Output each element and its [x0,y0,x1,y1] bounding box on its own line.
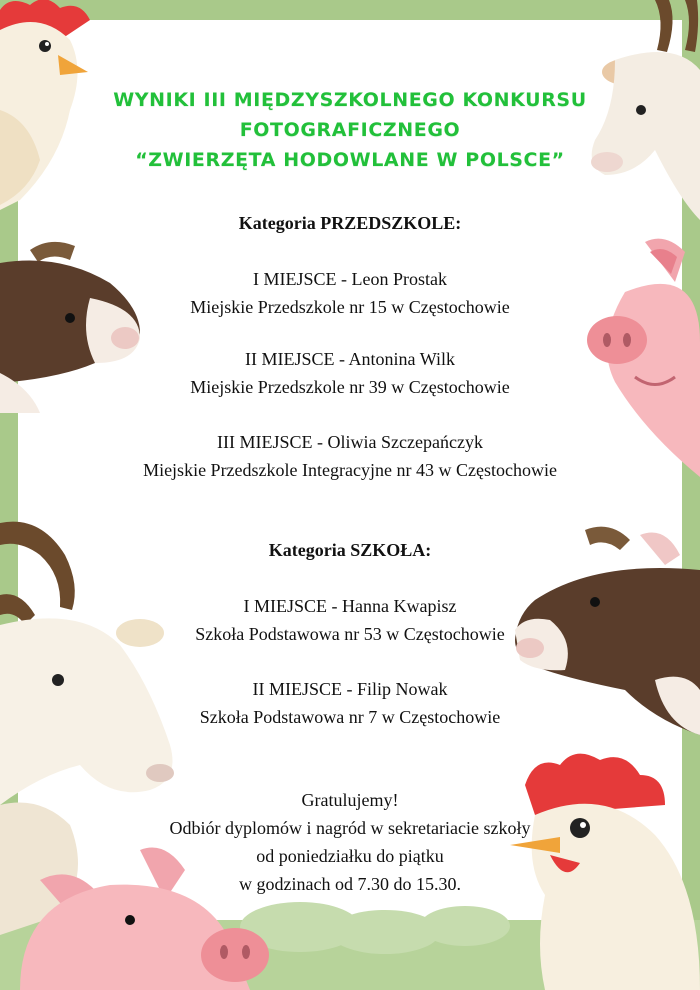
preschool-place-3 [80,428,620,484]
place-label: I MIEJSCE - Leon Prostak [253,269,447,289]
category-school-heading: Kategoria SZKOŁA: [268,540,432,560]
school-place-2 [80,675,620,731]
preschool-place-1 [80,265,620,321]
congratulations: Gratulujemy! [301,790,399,810]
title-line-1: WYNIKI III MIĘDZYSZKOLNEGO KONKURSU [113,89,587,111]
school-name: Miejskie Przedszkole Integracyjne nr 43 w Częstochowie [143,460,557,480]
preschool-place-2 [80,345,620,401]
school-name: Miejskie Przedszkole nr 15 w Częstochowie [190,297,510,317]
school-place-1 [80,592,620,648]
pickup-hours: w godzinach od 7.30 do 15.30. [239,874,461,894]
place-label: II MIEJSCE - Antonina Wilk [245,349,455,369]
school-name: Szkoła Podstawowa nr 53 w Częstochowie [195,624,505,644]
category-preschool-heading: Kategoria PRZEDSZKOLE: [238,213,462,233]
poster-title [60,85,640,175]
pickup-days: od poniedziałku do piątku [256,846,444,866]
place-label: I MIEJSCE - Hanna Kwapisz [243,596,457,616]
closing-note [80,786,620,898]
title-line-2: FOTOGRAFICZNEGO [239,119,461,141]
place-label: II MIEJSCE - Filip Nowak [252,679,448,699]
school-name: Szkoła Podstawowa nr 7 w Częstochowie [199,707,501,727]
school-name: Miejskie Przedszkole nr 39 w Częstochowie [190,377,510,397]
title-line-3: “ZWIERZĘTA HODOWLANE W POLSCE” [135,149,565,171]
place-label: III MIEJSCE - Oliwia Szczepańczyk [217,432,483,452]
pickup-info: Odbiór dyplomów i nagród w sekretariacie szkoły [169,818,531,838]
